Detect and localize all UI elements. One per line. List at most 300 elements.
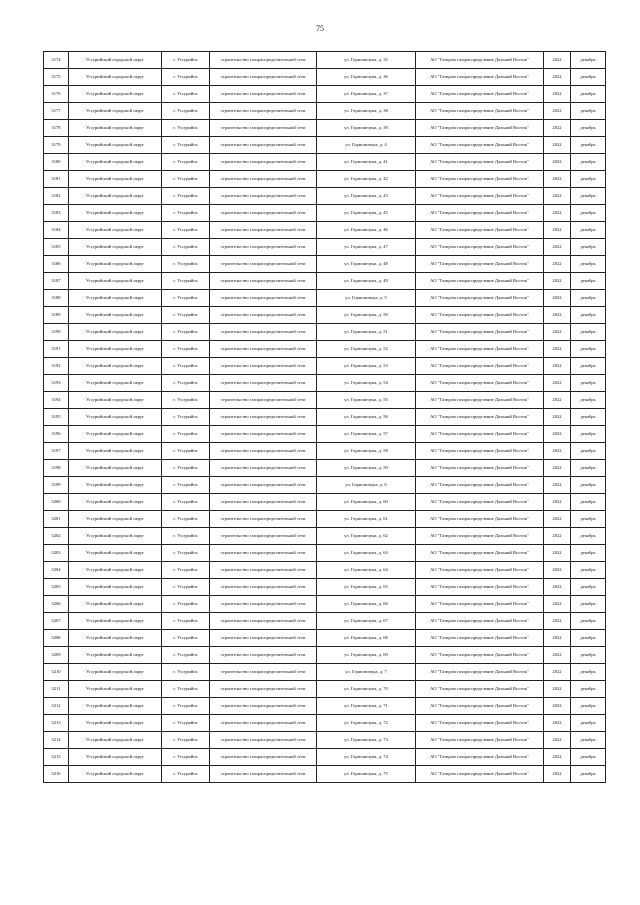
year-cell: 2022 [544, 579, 571, 596]
work-type-cell: строительство газораспределительной сети [210, 137, 317, 154]
address-cell: ул. Горисмичука, д. 74 [317, 749, 416, 766]
address-cell: ул. Горисмичука, д. 62 [317, 528, 416, 545]
table-row [44, 664, 606, 681]
owner-cell: АО "Газпром газораспределение Дальний Восток" [416, 205, 544, 222]
table-row [44, 613, 606, 630]
address-cell: ул. Горисмичука, д. 60 [317, 494, 416, 511]
district-cell: Уссурийский городской округ [69, 290, 162, 307]
table-row [44, 494, 606, 511]
row-number-cell: 3187 [44, 273, 69, 290]
work-type-cell: строительство газораспределительной сети [210, 732, 317, 749]
year-cell: 2022 [544, 341, 571, 358]
work-type-cell: строительство газораспределительной сети [210, 154, 317, 171]
month-cell: декабрь [571, 443, 606, 460]
city-cell: г. Уссурийск [162, 273, 210, 290]
owner-cell: АО "Газпром газораспределение Дальний Восток" [416, 579, 544, 596]
address-cell: ул. Горисмичука, д. 4 [317, 137, 416, 154]
address-cell: ул. Горисмичука, д. 63 [317, 545, 416, 562]
owner-cell: АО "Газпром газораспределение Дальний Восток" [416, 375, 544, 392]
owner-cell: АО "Газпром газораспределение Дальний Восток" [416, 358, 544, 375]
row-number-cell: 3184 [44, 222, 69, 239]
row-number-cell: 3191 [44, 341, 69, 358]
city-cell: г. Уссурийск [162, 324, 210, 341]
year-cell: 2022 [544, 171, 571, 188]
owner-cell: АО "Газпром газораспределение Дальний Восток" [416, 222, 544, 239]
row-number-cell: 3194 [44, 392, 69, 409]
city-cell: г. Уссурийск [162, 307, 210, 324]
month-cell: декабрь [571, 222, 606, 239]
work-type-cell: строительство газораспределительной сети [210, 562, 317, 579]
table-row [44, 443, 606, 460]
month-cell: декабрь [571, 732, 606, 749]
month-cell: декабрь [571, 426, 606, 443]
owner-cell: АО "Газпром газораспределение Дальний Восток" [416, 494, 544, 511]
district-cell: Уссурийский городской округ [69, 477, 162, 494]
month-cell: декабрь [571, 307, 606, 324]
district-cell: Уссурийский городской округ [69, 715, 162, 732]
row-number-cell: 3174 [44, 52, 69, 69]
district-cell: Уссурийский городской округ [69, 154, 162, 171]
city-cell: г. Уссурийск [162, 205, 210, 222]
address-cell: ул. Горисмичука, д. 70 [317, 681, 416, 698]
district-cell: Уссурийский городской округ [69, 273, 162, 290]
year-cell: 2022 [544, 749, 571, 766]
address-cell: ул. Горисмичука, д. 72 [317, 715, 416, 732]
work-type-cell: строительство газораспределительной сети [210, 698, 317, 715]
month-cell: декабрь [571, 103, 606, 120]
month-cell: декабрь [571, 188, 606, 205]
work-type-cell: строительство газораспределительной сети [210, 545, 317, 562]
district-cell: Уссурийский городской округ [69, 392, 162, 409]
district-cell: Уссурийский городской округ [69, 69, 162, 86]
row-number-cell: 3206 [44, 596, 69, 613]
district-cell: Уссурийский городской округ [69, 205, 162, 222]
row-number-cell: 3178 [44, 120, 69, 137]
row-number-cell: 3196 [44, 426, 69, 443]
city-cell: г. Уссурийск [162, 52, 210, 69]
address-cell: ул. Горисмичука, д. 50 [317, 307, 416, 324]
year-cell: 2022 [544, 375, 571, 392]
address-cell: ул. Горисмичука, д. 51 [317, 324, 416, 341]
year-cell: 2022 [544, 307, 571, 324]
city-cell: г. Уссурийск [162, 698, 210, 715]
year-cell: 2022 [544, 69, 571, 86]
owner-cell: АО "Газпром газораспределение Дальний Восток" [416, 392, 544, 409]
row-number-cell: 3200 [44, 494, 69, 511]
district-cell: Уссурийский городской округ [69, 52, 162, 69]
owner-cell: АО "Газпром газораспределение Дальний Восток" [416, 409, 544, 426]
table-row [44, 205, 606, 222]
row-number-cell: 3211 [44, 681, 69, 698]
month-cell: декабрь [571, 715, 606, 732]
table-row [44, 52, 606, 69]
table-row [44, 630, 606, 647]
month-cell: декабрь [571, 52, 606, 69]
work-type-cell: строительство газораспределительной сети [210, 494, 317, 511]
city-cell: г. Уссурийск [162, 664, 210, 681]
address-cell: ул. Горисмичука, д. 35 [317, 52, 416, 69]
work-type-cell: строительство газораспределительной сети [210, 647, 317, 664]
work-type-cell: строительство газораспределительной сети [210, 171, 317, 188]
district-cell: Уссурийский городской округ [69, 647, 162, 664]
row-number-cell: 3181 [44, 171, 69, 188]
city-cell: г. Уссурийск [162, 511, 210, 528]
owner-cell: АО "Газпром газораспределение Дальний Восток" [416, 103, 544, 120]
year-cell: 2022 [544, 358, 571, 375]
row-number-cell: 3197 [44, 443, 69, 460]
city-cell: г. Уссурийск [162, 443, 210, 460]
address-cell: ул. Горисмичука, д. 69 [317, 647, 416, 664]
owner-cell: АО "Газпром газораспределение Дальний Восток" [416, 715, 544, 732]
work-type-cell: строительство газораспределительной сети [210, 749, 317, 766]
year-cell: 2022 [544, 681, 571, 698]
work-type-cell: строительство газораспределительной сети [210, 290, 317, 307]
year-cell: 2022 [544, 273, 571, 290]
owner-cell: АО "Газпром газораспределение Дальний Восток" [416, 290, 544, 307]
row-number-cell: 3185 [44, 239, 69, 256]
district-cell: Уссурийский городской округ [69, 341, 162, 358]
owner-cell: АО "Газпром газораспределение Дальний Восток" [416, 443, 544, 460]
address-cell: ул. Горисмичука, д. 46 [317, 222, 416, 239]
owner-cell: АО "Газпром газораспределение Дальний Восток" [416, 681, 544, 698]
month-cell: декабрь [571, 749, 606, 766]
year-cell: 2022 [544, 545, 571, 562]
month-cell: декабрь [571, 375, 606, 392]
address-cell: ул. Горисмичука, д. 71 [317, 698, 416, 715]
work-type-cell: строительство газораспределительной сети [210, 511, 317, 528]
owner-cell: АО "Газпром газораспределение Дальний Восток" [416, 460, 544, 477]
table-row [44, 511, 606, 528]
district-cell: Уссурийский городской округ [69, 426, 162, 443]
row-number-cell: 3210 [44, 664, 69, 681]
address-cell: ул. Горисмичука, д. 43 [317, 188, 416, 205]
owner-cell: АО "Газпром газораспределение Дальний Восток" [416, 749, 544, 766]
district-cell: Уссурийский городской округ [69, 766, 162, 783]
work-type-cell: строительство газораспределительной сети [210, 596, 317, 613]
city-cell: г. Уссурийск [162, 528, 210, 545]
city-cell: г. Уссурийск [162, 766, 210, 783]
table-row [44, 222, 606, 239]
table-row [44, 341, 606, 358]
owner-cell: АО "Газпром газораспределение Дальний Восток" [416, 52, 544, 69]
row-number-cell: 3182 [44, 188, 69, 205]
year-cell: 2022 [544, 86, 571, 103]
address-cell: ул. Горисмичука, д. 58 [317, 443, 416, 460]
row-number-cell: 3203 [44, 545, 69, 562]
table-row [44, 273, 606, 290]
address-cell: ул. Горисмичука, д. 42 [317, 171, 416, 188]
address-cell: ул. Горисмичука, д. 45 [317, 205, 416, 222]
table-row [44, 732, 606, 749]
registry-table [43, 51, 606, 783]
row-number-cell: 3204 [44, 562, 69, 579]
work-type-cell: строительство газораспределительной сети [210, 630, 317, 647]
month-cell: декабрь [571, 664, 606, 681]
district-cell: Уссурийский городской округ [69, 613, 162, 630]
row-number-cell: 3175 [44, 69, 69, 86]
row-number-cell: 3214 [44, 732, 69, 749]
work-type-cell: строительство газораспределительной сети [210, 579, 317, 596]
table-row [44, 392, 606, 409]
year-cell: 2022 [544, 460, 571, 477]
year-cell: 2022 [544, 715, 571, 732]
table-row [44, 137, 606, 154]
month-cell: декабрь [571, 477, 606, 494]
address-cell: ул. Горисмичука, д. 59 [317, 460, 416, 477]
table-row [44, 426, 606, 443]
address-cell: ул. Горисмичука, д. 7 [317, 664, 416, 681]
table-row [44, 596, 606, 613]
owner-cell: АО "Газпром газораспределение Дальний Восток" [416, 239, 544, 256]
city-cell: г. Уссурийск [162, 613, 210, 630]
owner-cell: АО "Газпром газораспределение Дальний Восток" [416, 613, 544, 630]
city-cell: г. Уссурийск [162, 290, 210, 307]
city-cell: г. Уссурийск [162, 120, 210, 137]
work-type-cell: строительство газораспределительной сети [210, 375, 317, 392]
table-row [44, 681, 606, 698]
year-cell: 2022 [544, 426, 571, 443]
month-cell: декабрь [571, 273, 606, 290]
year-cell: 2022 [544, 392, 571, 409]
work-type-cell: строительство газораспределительной сети [210, 103, 317, 120]
work-type-cell: строительство газораспределительной сети [210, 664, 317, 681]
city-cell: г. Уссурийск [162, 732, 210, 749]
year-cell: 2022 [544, 528, 571, 545]
district-cell: Уссурийский городской округ [69, 562, 162, 579]
work-type-cell: строительство газораспределительной сети [210, 52, 317, 69]
table-row [44, 358, 606, 375]
month-cell: декабрь [571, 324, 606, 341]
work-type-cell: строительство газораспределительной сети [210, 188, 317, 205]
owner-cell: АО "Газпром газораспределение Дальний Восток" [416, 307, 544, 324]
district-cell: Уссурийский городской округ [69, 545, 162, 562]
row-number-cell: 3192 [44, 358, 69, 375]
district-cell: Уссурийский городской округ [69, 596, 162, 613]
owner-cell: АО "Газпром газораспределение Дальний Восток" [416, 256, 544, 273]
row-number-cell: 3209 [44, 647, 69, 664]
district-cell: Уссурийский городской округ [69, 256, 162, 273]
district-cell: Уссурийский городской округ [69, 358, 162, 375]
month-cell: декабрь [571, 545, 606, 562]
district-cell: Уссурийский городской округ [69, 120, 162, 137]
address-cell: ул. Горисмичука, д. 61 [317, 511, 416, 528]
table-row [44, 749, 606, 766]
district-cell: Уссурийский городской округ [69, 86, 162, 103]
year-cell: 2022 [544, 494, 571, 511]
owner-cell: АО "Газпром газораспределение Дальний Восток" [416, 324, 544, 341]
row-number-cell: 3177 [44, 103, 69, 120]
table-row [44, 307, 606, 324]
work-type-cell: строительство газораспределительной сети [210, 681, 317, 698]
month-cell: декабрь [571, 613, 606, 630]
year-cell: 2022 [544, 613, 571, 630]
owner-cell: АО "Газпром газораспределение Дальний Восток" [416, 171, 544, 188]
row-number-cell: 3207 [44, 613, 69, 630]
district-cell: Уссурийский городской округ [69, 732, 162, 749]
city-cell: г. Уссурийск [162, 460, 210, 477]
work-type-cell: строительство газораспределительной сети [210, 273, 317, 290]
year-cell: 2022 [544, 630, 571, 647]
year-cell: 2022 [544, 647, 571, 664]
year-cell: 2022 [544, 256, 571, 273]
address-cell: ул. Горисмичука, д. 73 [317, 732, 416, 749]
month-cell: декабрь [571, 681, 606, 698]
registry-body [44, 52, 606, 783]
month-cell: декабрь [571, 579, 606, 596]
month-cell: декабрь [571, 392, 606, 409]
address-cell: ул. Горисмичука, д. 75 [317, 766, 416, 783]
owner-cell: АО "Газпром газораспределение Дальний Восток" [416, 69, 544, 86]
city-cell: г. Уссурийск [162, 477, 210, 494]
owner-cell: АО "Газпром газораспределение Дальний Восток" [416, 664, 544, 681]
city-cell: г. Уссурийск [162, 630, 210, 647]
owner-cell: АО "Газпром газораспределение Дальний Восток" [416, 698, 544, 715]
city-cell: г. Уссурийск [162, 341, 210, 358]
work-type-cell: строительство газораспределительной сети [210, 409, 317, 426]
district-cell: Уссурийский городской округ [69, 171, 162, 188]
district-cell: Уссурийский городской округ [69, 579, 162, 596]
month-cell: декабрь [571, 137, 606, 154]
address-cell: ул. Горисмичука, д. 5 [317, 290, 416, 307]
owner-cell: АО "Газпром газораспределение Дальний Восток" [416, 188, 544, 205]
row-number-cell: 3193 [44, 375, 69, 392]
owner-cell: АО "Газпром газораспределение Дальний Восток" [416, 545, 544, 562]
work-type-cell: строительство газораспределительной сети [210, 443, 317, 460]
address-cell: ул. Горисмичука, д. 52 [317, 341, 416, 358]
city-cell: г. Уссурийск [162, 375, 210, 392]
owner-cell: АО "Газпром газораспределение Дальний Восток" [416, 120, 544, 137]
table-row [44, 375, 606, 392]
month-cell: декабрь [571, 528, 606, 545]
owner-cell: АО "Газпром газораспределение Дальний Восток" [416, 477, 544, 494]
year-cell: 2022 [544, 103, 571, 120]
year-cell: 2022 [544, 154, 571, 171]
district-cell: Уссурийский городской округ [69, 409, 162, 426]
city-cell: г. Уссурийск [162, 358, 210, 375]
row-number-cell: 3199 [44, 477, 69, 494]
address-cell: ул. Горисмичука, д. 65 [317, 579, 416, 596]
address-cell: ул. Горисмичука, д. 36 [317, 69, 416, 86]
city-cell: г. Уссурийск [162, 409, 210, 426]
owner-cell: АО "Газпром газораспределение Дальний Восток" [416, 273, 544, 290]
row-number-cell: 3205 [44, 579, 69, 596]
owner-cell: АО "Газпром газораспределение Дальний Восток" [416, 528, 544, 545]
work-type-cell: строительство газораспределительной сети [210, 341, 317, 358]
row-number-cell: 3189 [44, 307, 69, 324]
owner-cell: АО "Газпром газораспределение Дальний Восток" [416, 562, 544, 579]
city-cell: г. Уссурийск [162, 188, 210, 205]
city-cell: г. Уссурийск [162, 647, 210, 664]
district-cell: Уссурийский городской округ [69, 460, 162, 477]
month-cell: декабрь [571, 460, 606, 477]
month-cell: декабрь [571, 239, 606, 256]
row-number-cell: 3195 [44, 409, 69, 426]
city-cell: г. Уссурийск [162, 103, 210, 120]
city-cell: г. Уссурийск [162, 494, 210, 511]
year-cell: 2022 [544, 511, 571, 528]
owner-cell: АО "Газпром газораспределение Дальний Восток" [416, 647, 544, 664]
year-cell: 2022 [544, 137, 571, 154]
work-type-cell: строительство газораспределительной сети [210, 256, 317, 273]
city-cell: г. Уссурийск [162, 681, 210, 698]
city-cell: г. Уссурийск [162, 69, 210, 86]
row-number-cell: 3190 [44, 324, 69, 341]
owner-cell: АО "Газпром газораспределение Дальний Восток" [416, 341, 544, 358]
work-type-cell: строительство газораспределительной сети [210, 426, 317, 443]
row-number-cell: 3188 [44, 290, 69, 307]
address-cell: ул. Горисмичука, д. 47 [317, 239, 416, 256]
table-row [44, 188, 606, 205]
city-cell: г. Уссурийск [162, 562, 210, 579]
address-cell: ул. Горисмичука, д. 48 [317, 256, 416, 273]
year-cell: 2022 [544, 409, 571, 426]
work-type-cell: строительство газораспределительной сети [210, 766, 317, 783]
month-cell: декабрь [571, 766, 606, 783]
table-row [44, 460, 606, 477]
work-type-cell: строительство газораспределительной сети [210, 358, 317, 375]
row-number-cell: 3216 [44, 766, 69, 783]
district-cell: Уссурийский городской округ [69, 103, 162, 120]
address-cell: ул. Горисмичука, д. 64 [317, 562, 416, 579]
city-cell: г. Уссурийск [162, 579, 210, 596]
work-type-cell: строительство газораспределительной сети [210, 460, 317, 477]
address-cell: ул. Горисмичука, д. 53 [317, 358, 416, 375]
table-row [44, 103, 606, 120]
year-cell: 2022 [544, 205, 571, 222]
month-cell: декабрь [571, 409, 606, 426]
owner-cell: АО "Газпром газораспределение Дальний Восток" [416, 426, 544, 443]
table-row [44, 477, 606, 494]
month-cell: декабрь [571, 154, 606, 171]
district-cell: Уссурийский городской округ [69, 222, 162, 239]
city-cell: г. Уссурийск [162, 545, 210, 562]
table-row [44, 324, 606, 341]
address-cell: ул. Горисмичука, д. 41 [317, 154, 416, 171]
city-cell: г. Уссурийск [162, 239, 210, 256]
table-row [44, 766, 606, 783]
district-cell: Уссурийский городской округ [69, 375, 162, 392]
row-number-cell: 3202 [44, 528, 69, 545]
address-cell: ул. Горисмичука, д. 55 [317, 392, 416, 409]
year-cell: 2022 [544, 188, 571, 205]
work-type-cell: строительство газораспределительной сети [210, 324, 317, 341]
month-cell: декабрь [571, 120, 606, 137]
city-cell: г. Уссурийск [162, 426, 210, 443]
district-cell: Уссурийский городской округ [69, 443, 162, 460]
district-cell: Уссурийский городской округ [69, 664, 162, 681]
city-cell: г. Уссурийск [162, 222, 210, 239]
work-type-cell: строительство газораспределительной сети [210, 715, 317, 732]
year-cell: 2022 [544, 324, 571, 341]
city-cell: г. Уссурийск [162, 749, 210, 766]
month-cell: декабрь [571, 494, 606, 511]
city-cell: г. Уссурийск [162, 715, 210, 732]
year-cell: 2022 [544, 562, 571, 579]
district-cell: Уссурийский городской округ [69, 307, 162, 324]
row-number-cell: 3212 [44, 698, 69, 715]
work-type-cell: строительство газораспределительной сети [210, 120, 317, 137]
district-cell: Уссурийский городской округ [69, 239, 162, 256]
table-row [44, 86, 606, 103]
owner-cell: АО "Газпром газораспределение Дальний Восток" [416, 732, 544, 749]
address-cell: ул. Горисмичука, д. 6 [317, 477, 416, 494]
year-cell: 2022 [544, 664, 571, 681]
address-cell: ул. Горисмичука, д. 68 [317, 630, 416, 647]
year-cell: 2022 [544, 477, 571, 494]
work-type-cell: строительство газораспределительной сети [210, 205, 317, 222]
year-cell: 2022 [544, 732, 571, 749]
month-cell: декабрь [571, 562, 606, 579]
